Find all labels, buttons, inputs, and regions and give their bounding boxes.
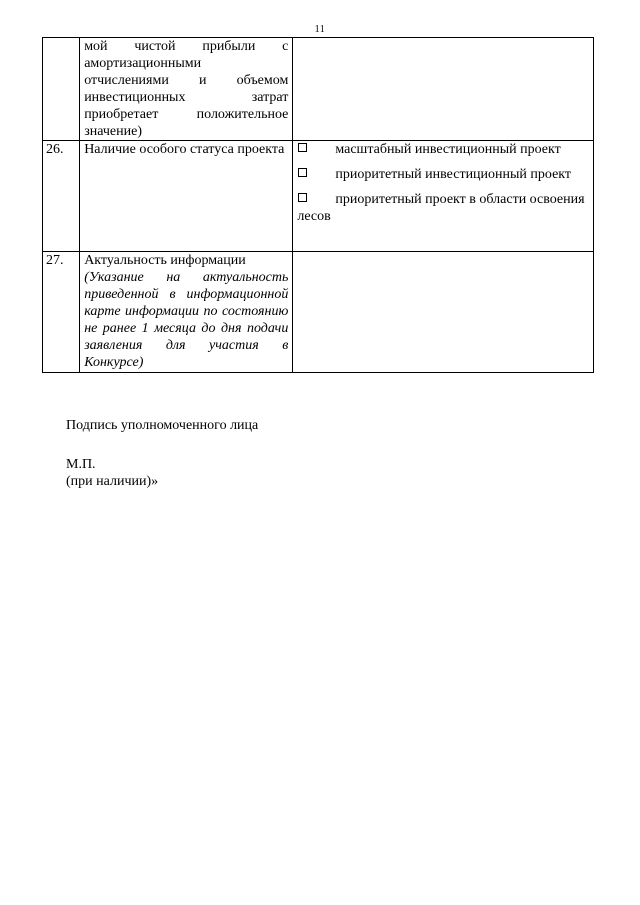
checkbox-icon[interactable]: [298, 193, 307, 202]
parameter-cell: [80, 141, 293, 252]
row-number: 26.: [43, 141, 80, 252]
checkbox-icon[interactable]: [298, 168, 307, 177]
parameter-cell: [80, 38, 293, 141]
table-row: [43, 252, 594, 373]
page-number: 11: [314, 24, 326, 35]
status-option[interactable]: [297, 141, 589, 158]
table-row: [43, 141, 594, 252]
info-card-table: [42, 37, 594, 373]
option-label: приоритетный проект в области освоения лесов: [297, 192, 585, 224]
parameter-text: Наличие особого статуса проекта: [84, 142, 285, 157]
parameter-cell: [80, 252, 293, 373]
stamp-note: (при наличии)»: [66, 474, 159, 489]
stamp-label: М.П.: [66, 457, 96, 472]
value-cell[interactable]: [293, 38, 594, 141]
checkbox-icon[interactable]: [298, 143, 307, 152]
parameter-text: мой чистой прибыли с амортизационными отчислениями и объемом инвестиционных затрат приобретает положительное значение): [84, 39, 289, 139]
signature-label: Подпись уполномоченного лица: [66, 418, 259, 433]
option-label: приоритетный инвестиционный проект: [335, 167, 572, 182]
status-option[interactable]: [297, 191, 589, 225]
row-number: 27.: [43, 252, 80, 373]
option-label: масштабный инвестиционный проект: [335, 142, 561, 157]
status-option[interactable]: [297, 166, 589, 183]
table-row: [43, 38, 594, 141]
row-number: [43, 38, 80, 141]
parameter-note: (Указание на актуальность приведенной в информационной карте информации по состоянию не ранее 1 месяца до дня подачи заявления для участия в Конкурсе): [84, 270, 289, 370]
value-cell[interactable]: [293, 252, 594, 373]
status-options-cell: [293, 141, 594, 252]
parameter-text: Актуальность информации: [84, 253, 246, 268]
